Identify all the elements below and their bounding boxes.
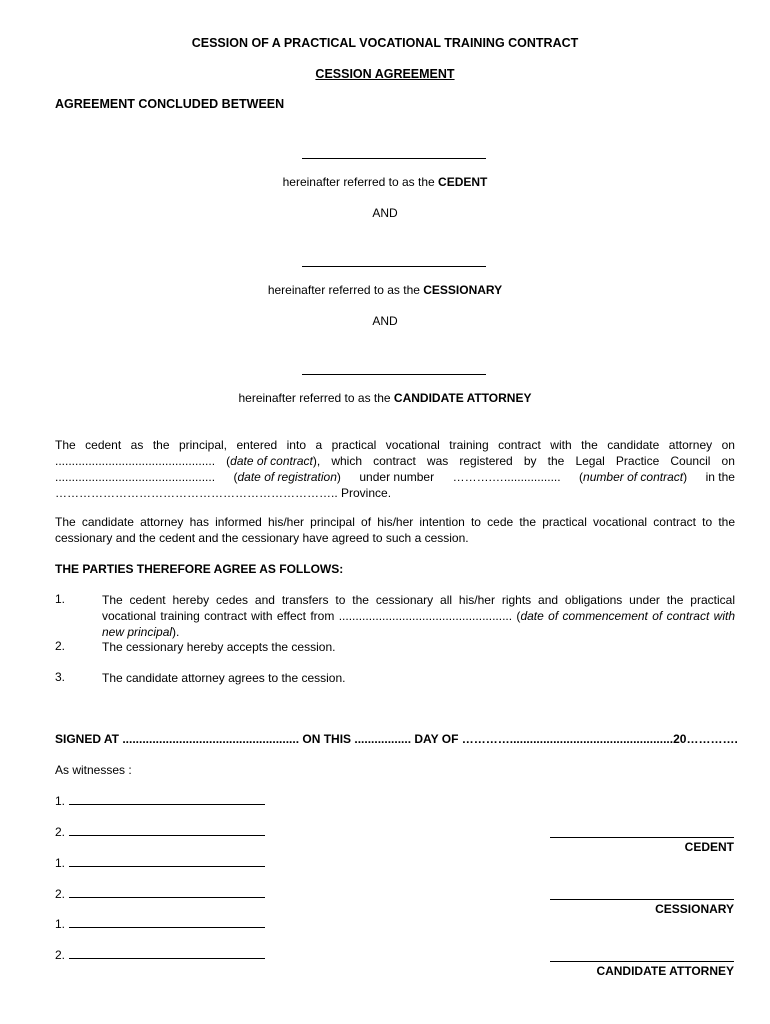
cedent-signature-label: CEDENT (684, 840, 734, 854)
agree-heading: THE PARTIES THEREFORE AGREE AS FOLLOWS: (55, 562, 344, 576)
cessionary-role: CESSIONARY (423, 283, 503, 297)
witness-number: 2. (55, 887, 66, 901)
under-number-text: under number (359, 470, 435, 484)
cedent-reference (0, 175, 770, 189)
witness-signature-line[interactable] (69, 856, 265, 867)
witness-signature-line[interactable] (69, 917, 265, 928)
item-2-text: The cessionary hereby accepts the cession. (102, 640, 336, 654)
candidate-attorney-prefix: hereinafter referred to as the (238, 391, 394, 405)
witness-signature-line[interactable] (69, 825, 265, 836)
witness-line[interactable] (55, 856, 265, 870)
candidate-attorney-signature-line[interactable] (550, 961, 734, 962)
witness-line[interactable] (55, 825, 265, 839)
word: which (331, 454, 362, 468)
cedent-signature-line[interactable] (550, 837, 734, 838)
word: was (426, 454, 449, 468)
item-3-number: 3. (55, 670, 66, 684)
cedent-name-line[interactable] (302, 158, 486, 159)
word: the (581, 438, 598, 452)
word: the (547, 454, 565, 468)
witness-number: 1. (55, 917, 66, 931)
candidate-attorney-role: CANDIDATE ATTORNEY (393, 391, 532, 405)
item-1-text-b: ). (172, 625, 180, 639)
cessionary-reference (0, 283, 770, 297)
word: Council (670, 454, 711, 468)
date-of-registration-field[interactable]: ................................................ (55, 470, 216, 484)
witness-number: 2. (55, 825, 66, 839)
item-1-text (102, 592, 735, 640)
word: entered (236, 438, 278, 452)
witness-signature-line[interactable] (69, 794, 265, 805)
word: into (286, 438, 306, 452)
witness-line[interactable] (55, 794, 265, 808)
word: a (315, 438, 323, 452)
witness-number: 1. (55, 794, 66, 808)
word: principal, (178, 438, 227, 452)
date-of-contract-italic: date of contract (230, 454, 313, 468)
and-separator-1: AND (372, 206, 398, 220)
contract-number-field[interactable]: ……….…................. (452, 470, 561, 484)
date-of-registration-hint: (date of registration) (233, 470, 341, 484)
word: candidate (607, 438, 660, 452)
word: on (721, 454, 735, 468)
paragraph-line-1 (55, 437, 735, 453)
item-2-number: 2. (55, 639, 66, 653)
word: The (55, 438, 76, 452)
witness-line[interactable] (55, 948, 265, 962)
province-line: …………………………………………………………….. Province. (55, 486, 392, 500)
witness-signature-line[interactable] (69, 887, 265, 898)
cessionary-prefix: hereinafter referred to as the (267, 283, 424, 297)
document-subtitle: CESSION AGREEMENT (315, 67, 455, 81)
word: Practice (615, 454, 660, 468)
word: training (449, 438, 489, 452)
item-1-text-a: The cedent hereby cedes and transfers to the cessionary all his/her rights and obligations under the practical vocational training contract with effect from .................................................... ( (102, 593, 735, 623)
cessionary-signature-label: CESSIONARY (655, 902, 734, 916)
contract-number-hint: (number of contract) (579, 470, 688, 484)
item-1-italic: date of commencement of contract with new principal (102, 609, 735, 639)
candidate-attorney-reference (0, 391, 770, 405)
contract-paragraph (55, 437, 735, 501)
word: contract (373, 454, 416, 468)
item-1-number: 1. (55, 592, 66, 606)
word: by (523, 454, 537, 468)
witness-signature-line[interactable] (69, 948, 265, 959)
cessionary-name-line[interactable] (302, 266, 486, 267)
word: contract (498, 438, 541, 452)
contract-number-italic: number of contract (583, 470, 684, 484)
word: Legal (575, 454, 605, 468)
item-3-text: The candidate attorney agrees to the cession. (102, 671, 346, 685)
witness-number: 1. (55, 856, 66, 870)
witnesses-label: As witnesses : (55, 763, 132, 777)
agreement-concluded-heading: AGREEMENT CONCLUDED BETWEEN (55, 97, 285, 111)
word: as (130, 438, 144, 452)
candidate-attorney-name-line[interactable] (302, 374, 486, 375)
word: attorney (668, 438, 713, 452)
date-of-contract-field[interactable]: ................................................ (55, 454, 216, 468)
witness-line[interactable] (55, 917, 265, 931)
word: cedent (85, 438, 122, 452)
date-of-registration-italic: date of registration (237, 470, 337, 484)
cedent-prefix: hereinafter referred to as the (282, 175, 439, 189)
word: the (152, 438, 170, 452)
signed-at-line[interactable]: SIGNED AT ..................................................... ON THIS ................. DAY OF ………….................................................20…………. (55, 732, 738, 746)
witness-line[interactable] (55, 887, 265, 901)
word: practical (331, 438, 377, 452)
word: vocational (385, 438, 440, 452)
cessionary-signature-line[interactable] (550, 899, 734, 900)
and-separator-2: AND (372, 314, 398, 328)
witness-number: 2. (55, 948, 66, 962)
word: registered (459, 454, 513, 468)
paragraph-line-3 (55, 469, 735, 485)
paragraph-line-2 (55, 453, 735, 469)
date-of-contract-hint: (date of contract), (226, 454, 321, 468)
candidate-attorney-signature-label: CANDIDATE ATTORNEY (596, 964, 734, 978)
document-title: CESSION OF A PRACTICAL VOCATIONAL TRAINING CONTRACT (191, 36, 579, 50)
word: on (721, 438, 735, 452)
intention-paragraph: The candidate attorney has informed his/her principal of his/her intention to cede the practical vocational contract to the cessionary and the cedent and the cessionary have agreed to such a cession. (55, 515, 735, 545)
cedent-role: CEDENT (438, 175, 488, 189)
word: with (550, 438, 572, 452)
in-the-text: in the (705, 470, 735, 484)
